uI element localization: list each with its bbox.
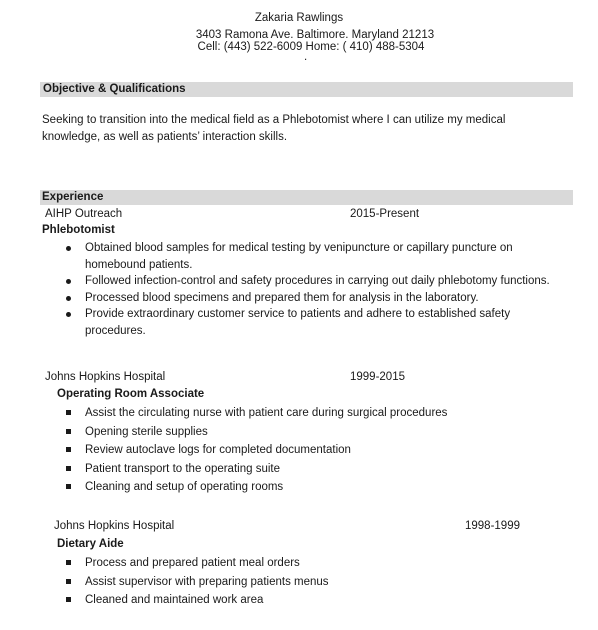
objective-heading-bar — [40, 82, 573, 97]
job-duties-list — [66, 554, 556, 610]
resume-address: 3403 Ramona Ave. Baltimore. Maryland 21213 — [195, 29, 435, 41]
job-employer: Johns Hopkins Hospital — [54, 520, 175, 532]
resume-name: Zakaria Rawlings — [254, 12, 344, 24]
duty-item: Patient transport to the operating suite — [66, 460, 556, 479]
job-dates: 2015-Present — [350, 208, 420, 220]
duty-item: Review autoclave logs for completed documentation — [66, 441, 556, 460]
duty-item: Followed infection-control and safety procedures in carrying out daily phlebotomy functions. — [66, 273, 556, 290]
duty-item: Cleaned and maintained work area — [66, 591, 556, 610]
job-title: Phlebotomist — [42, 224, 115, 236]
duty-item: Provide extraordinary customer service to patients and adhere to established safety procedures. — [66, 306, 556, 339]
objective-heading: Objective & Qualifications — [43, 83, 186, 95]
resume-phones: Cell: (443) 522-6009 Home: ( 410) 488-5304 — [197, 41, 425, 53]
job-dates: 1999-2015 — [350, 371, 405, 383]
duty-item: Processed blood specimens and prepared them for analysis in the laboratory. — [66, 290, 556, 307]
objective-text: Seeking to transition into the medical field as a Phlebotomist where I can utilize my medical knowledge, as well as patients’ interaction skills. — [42, 114, 506, 143]
job-employer: AIHP Outreach — [45, 208, 123, 220]
job-duties-list — [66, 240, 556, 339]
duty-item: Assist the circulating nurse with patient care during surgical procedures — [66, 404, 556, 423]
job-employer: Johns Hopkins Hospital — [45, 371, 166, 383]
experience-heading-bar — [40, 190, 573, 205]
job-dates: 1998-1999 — [465, 520, 520, 532]
duty-item: Cleaning and setup of operating rooms — [66, 478, 556, 497]
duty-item: Process and prepared patient meal orders — [66, 554, 556, 573]
duty-item: Opening sterile supplies — [66, 423, 556, 442]
job-title: Operating Room Associate — [57, 388, 205, 400]
experience-heading: Experience — [42, 191, 104, 203]
header-dot: . — [304, 51, 308, 63]
job-title: Dietary Aide — [57, 538, 124, 550]
duty-item: Obtained blood samples for medical testing by venipuncture or capillary puncture on homebound patients. — [66, 240, 556, 273]
job-duties-list — [66, 404, 556, 497]
duty-item: Assist supervisor with preparing patients menus — [66, 573, 556, 592]
